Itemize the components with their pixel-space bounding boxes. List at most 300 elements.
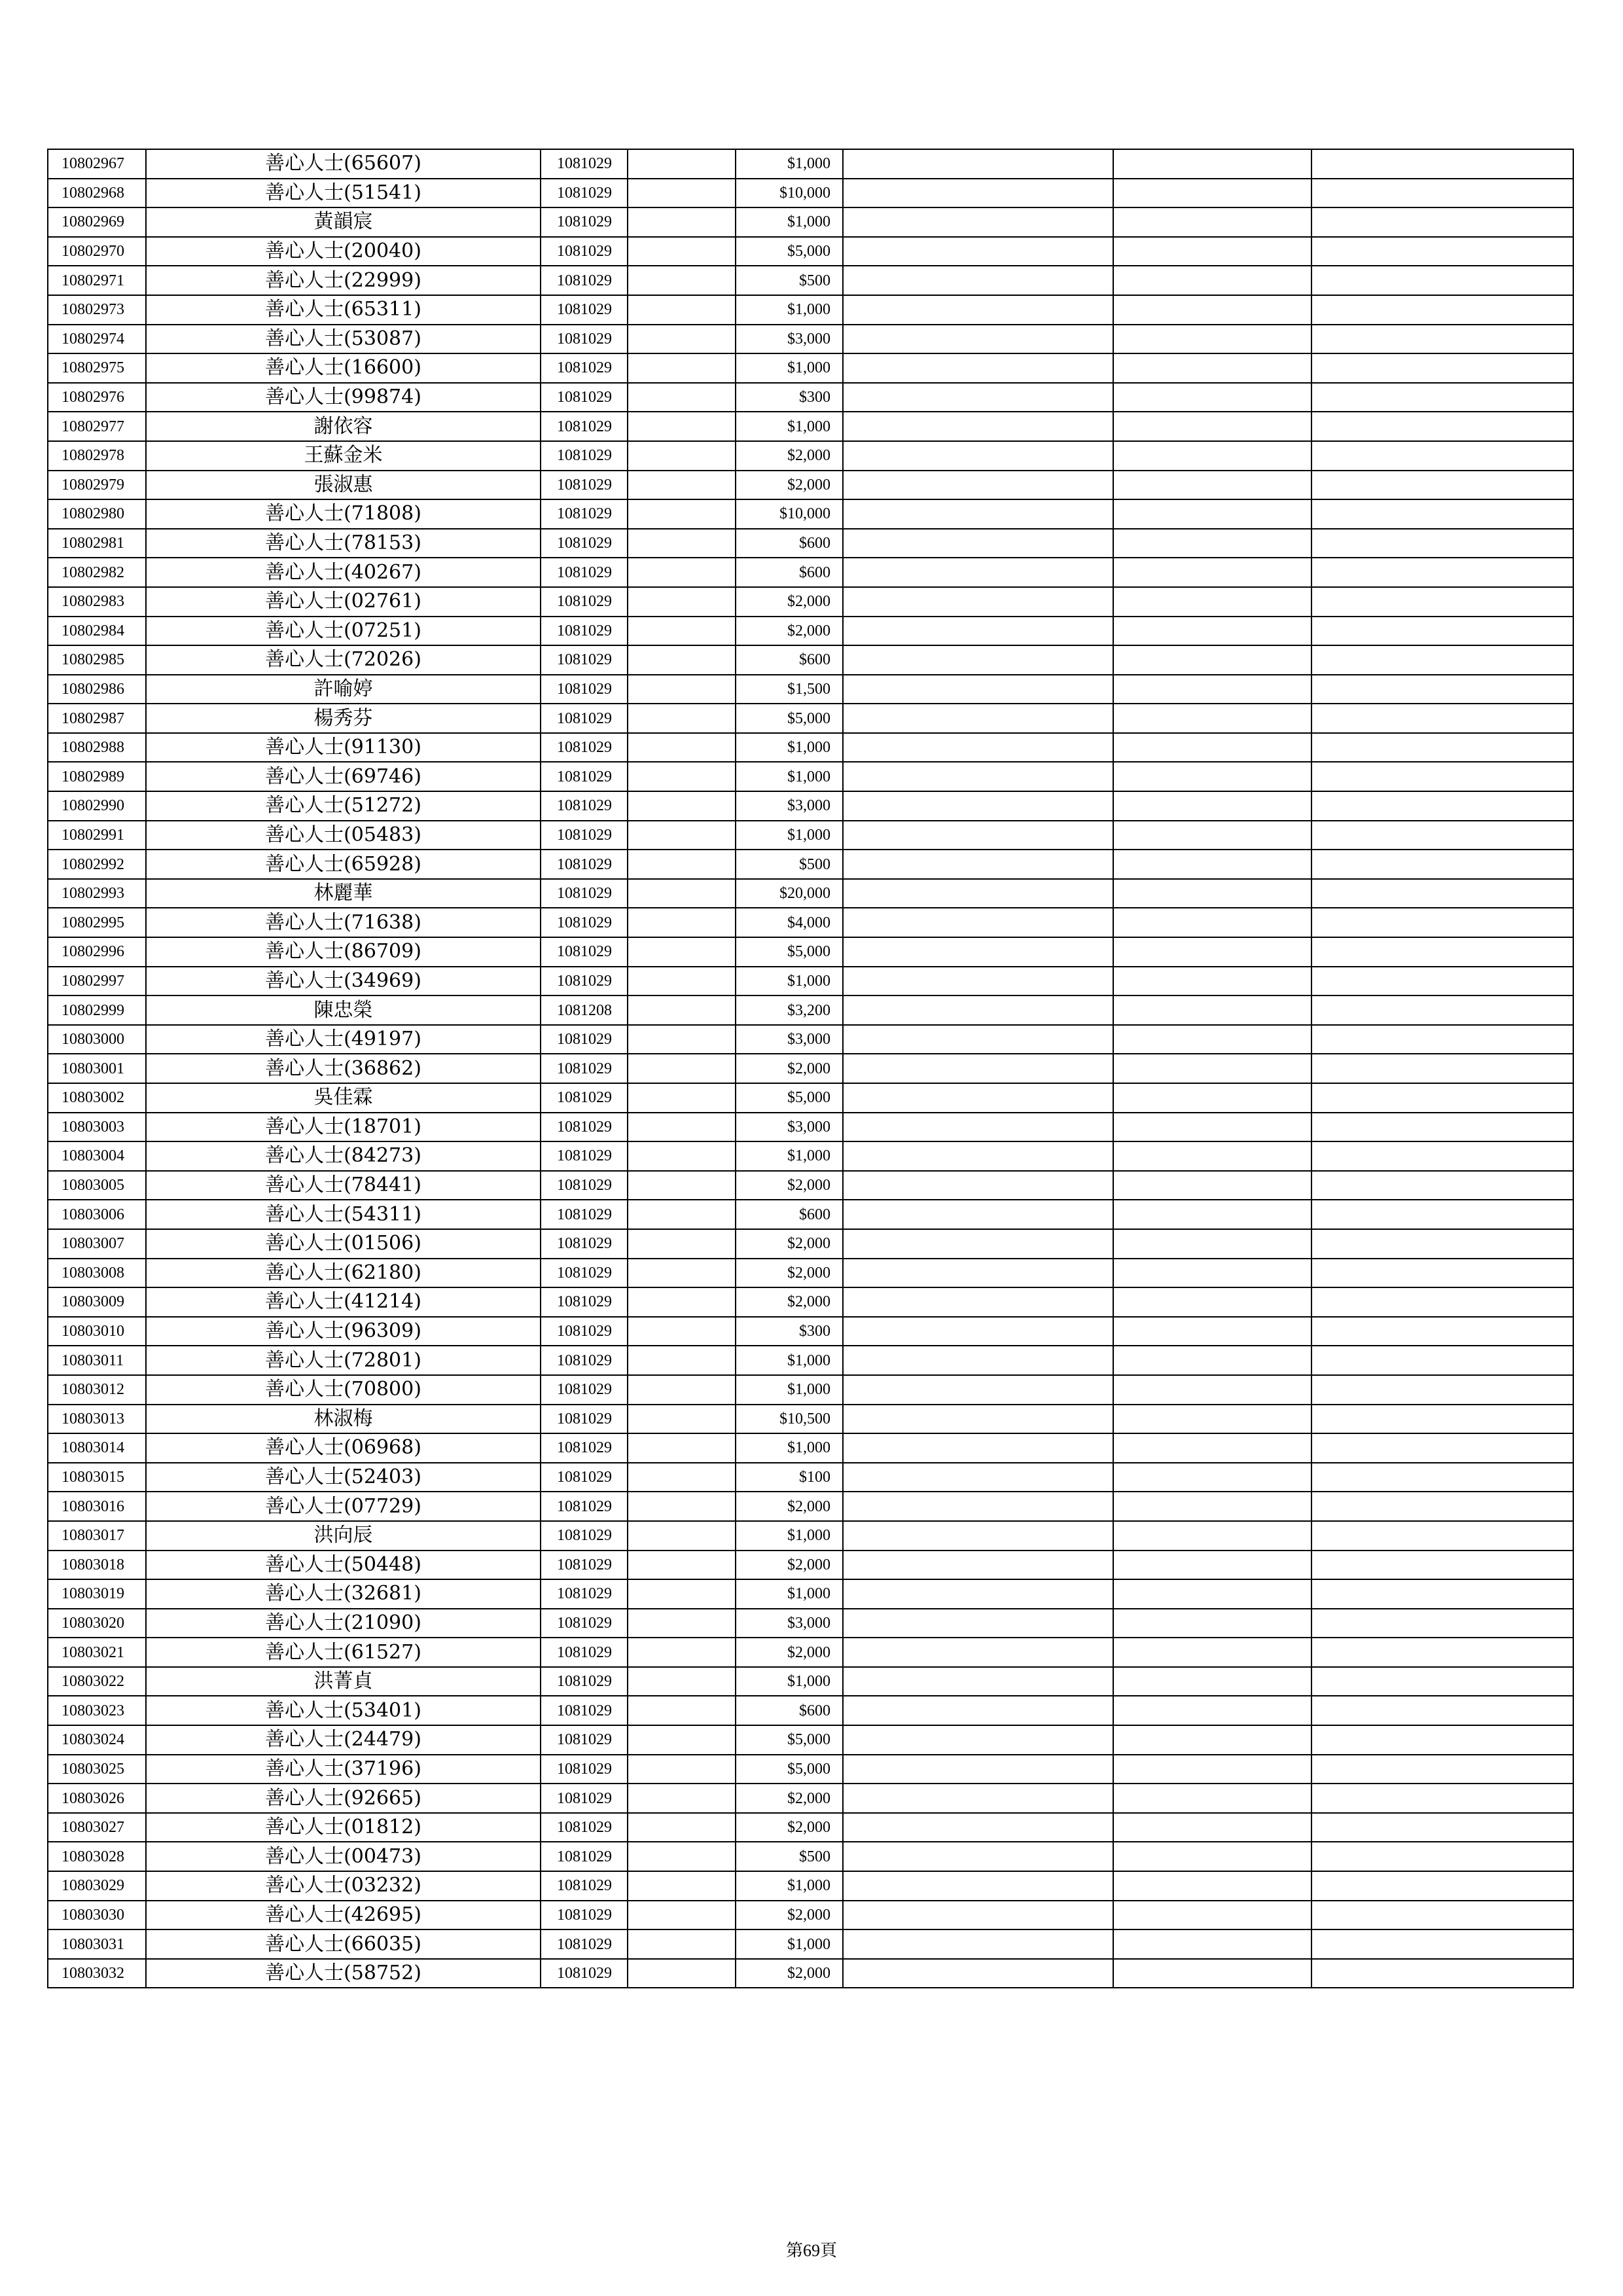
- amount-cell: $1,000: [736, 353, 843, 383]
- empty-cell: [1113, 1813, 1311, 1842]
- receipt-number-cell: 10803030: [48, 1901, 146, 1930]
- amount-cell: $2,000: [736, 1054, 843, 1083]
- donor-name-cell: 善心人士(22999): [146, 266, 541, 295]
- empty-cell: [1311, 237, 1573, 266]
- amount-cell: $1,000: [736, 1929, 843, 1959]
- donor-name-cell: 善心人士(58752): [146, 1959, 541, 1988]
- donor-name-cell: 善心人士(07729): [146, 1492, 541, 1521]
- empty-cell: [1311, 1317, 1573, 1346]
- empty-cell: [843, 675, 1113, 704]
- empty-cell: [628, 733, 736, 762]
- date-cell: 1081029: [541, 1375, 628, 1405]
- receipt-number-cell: 10803032: [48, 1959, 146, 1988]
- amount-cell: $10,000: [736, 499, 843, 529]
- receipt-number-cell: 10802979: [48, 471, 146, 500]
- empty-cell: [843, 645, 1113, 675]
- donor-name-cell: 謝依容: [146, 412, 541, 441]
- empty-cell: [1113, 499, 1311, 529]
- empty-cell: [843, 1317, 1113, 1346]
- empty-cell: [628, 412, 736, 441]
- receipt-number-cell: 10803012: [48, 1375, 146, 1405]
- empty-cell: [628, 1842, 736, 1871]
- empty-cell: [843, 1405, 1113, 1434]
- empty-cell: [1113, 645, 1311, 675]
- donor-name-cell: 善心人士(84273): [146, 1141, 541, 1171]
- empty-cell: [628, 1959, 736, 1988]
- amount-cell: $1,000: [736, 1579, 843, 1609]
- table-row: [48, 1317, 1573, 1346]
- empty-cell: [628, 908, 736, 937]
- ledger-body: [48, 149, 1573, 1988]
- empty-cell: [628, 1433, 736, 1463]
- empty-cell: [1113, 1200, 1311, 1229]
- date-cell: 1081029: [541, 179, 628, 208]
- empty-cell: [1113, 1171, 1311, 1200]
- receipt-number-cell: 10803029: [48, 1871, 146, 1901]
- amount-cell: $2,000: [736, 1171, 843, 1200]
- empty-cell: [628, 558, 736, 587]
- date-cell: 1081029: [541, 1405, 628, 1434]
- date-cell: 1081029: [541, 1579, 628, 1609]
- amount-cell: $1,000: [736, 821, 843, 850]
- receipt-number-cell: 10803006: [48, 1200, 146, 1229]
- empty-cell: [1113, 149, 1311, 179]
- amount-cell: $1,000: [736, 1521, 843, 1551]
- donor-name-cell: 善心人士(71638): [146, 908, 541, 937]
- empty-cell: [1311, 850, 1573, 879]
- amount-cell: $1,000: [736, 207, 843, 237]
- date-cell: 1081029: [541, 1609, 628, 1638]
- donor-name-cell: 善心人士(86709): [146, 937, 541, 967]
- empty-cell: [1113, 879, 1311, 908]
- empty-cell: [1311, 1871, 1573, 1901]
- empty-cell: [628, 149, 736, 179]
- empty-cell: [843, 1171, 1113, 1200]
- donor-name-cell: 許喻婷: [146, 675, 541, 704]
- date-cell: 1081029: [541, 1259, 628, 1288]
- donor-name-cell: 善心人士(37196): [146, 1755, 541, 1784]
- empty-cell: [1113, 1638, 1311, 1667]
- empty-cell: [843, 850, 1113, 879]
- empty-cell: [1113, 1463, 1311, 1492]
- donor-name-cell: 林淑梅: [146, 1405, 541, 1434]
- receipt-number-cell: 10803028: [48, 1842, 146, 1871]
- donor-name-cell: 善心人士(01812): [146, 1813, 541, 1842]
- receipt-number-cell: 10802991: [48, 821, 146, 850]
- empty-cell: [628, 325, 736, 354]
- empty-cell: [1113, 1551, 1311, 1580]
- amount-cell: $5,000: [736, 937, 843, 967]
- donor-name-cell: 善心人士(53087): [146, 325, 541, 354]
- table-row: [48, 471, 1573, 500]
- table-row: [48, 1696, 1573, 1725]
- empty-cell: [843, 266, 1113, 295]
- empty-cell: [843, 1200, 1113, 1229]
- empty-cell: [1311, 1492, 1573, 1521]
- receipt-number-cell: 10803004: [48, 1141, 146, 1171]
- empty-cell: [1311, 295, 1573, 325]
- date-cell: 1081029: [541, 1871, 628, 1901]
- empty-cell: [843, 1287, 1113, 1317]
- donor-name-cell: 善心人士(42695): [146, 1901, 541, 1930]
- amount-cell: $600: [736, 558, 843, 587]
- table-row: [48, 1171, 1573, 1200]
- empty-cell: [1113, 733, 1311, 762]
- donor-name-cell: 善心人士(65311): [146, 295, 541, 325]
- empty-cell: [628, 529, 736, 558]
- empty-cell: [628, 1901, 736, 1930]
- date-cell: 1081029: [541, 237, 628, 266]
- empty-cell: [843, 791, 1113, 821]
- donor-name-cell: 善心人士(62180): [146, 1259, 541, 1288]
- donor-name-cell: 善心人士(66035): [146, 1929, 541, 1959]
- receipt-number-cell: 10802992: [48, 850, 146, 879]
- empty-cell: [1311, 1813, 1573, 1842]
- table-row: [48, 353, 1573, 383]
- table-row: [48, 266, 1573, 295]
- empty-cell: [843, 471, 1113, 500]
- table-row: [48, 1463, 1573, 1492]
- amount-cell: $1,000: [736, 762, 843, 791]
- date-cell: 1081029: [541, 266, 628, 295]
- amount-cell: $2,000: [736, 471, 843, 500]
- date-cell: 1081029: [541, 558, 628, 587]
- empty-cell: [1311, 1346, 1573, 1375]
- amount-cell: $300: [736, 383, 843, 412]
- date-cell: 1081029: [541, 1667, 628, 1696]
- table-row: [48, 617, 1573, 646]
- empty-cell: [1311, 1609, 1573, 1638]
- receipt-number-cell: 10802999: [48, 996, 146, 1025]
- empty-cell: [1113, 967, 1311, 996]
- table-row: [48, 1842, 1573, 1871]
- amount-cell: $20,000: [736, 879, 843, 908]
- empty-cell: [843, 353, 1113, 383]
- empty-cell: [1311, 1725, 1573, 1755]
- date-cell: 1081029: [541, 325, 628, 354]
- empty-cell: [628, 1025, 736, 1054]
- empty-cell: [1311, 471, 1573, 500]
- table-row: [48, 967, 1573, 996]
- empty-cell: [628, 1054, 736, 1083]
- donor-name-cell: 善心人士(07251): [146, 617, 541, 646]
- empty-cell: [628, 1317, 736, 1346]
- amount-cell: $2,000: [736, 587, 843, 617]
- amount-cell: $3,000: [736, 1025, 843, 1054]
- empty-cell: [1311, 1171, 1573, 1200]
- empty-cell: [1113, 1317, 1311, 1346]
- empty-cell: [628, 645, 736, 675]
- empty-cell: [1113, 237, 1311, 266]
- receipt-number-cell: 10803026: [48, 1784, 146, 1813]
- amount-cell: $2,000: [736, 1229, 843, 1259]
- empty-cell: [1113, 353, 1311, 383]
- receipt-number-cell: 10803021: [48, 1638, 146, 1667]
- amount-cell: $3,000: [736, 1609, 843, 1638]
- table-row: [48, 1784, 1573, 1813]
- date-cell: 1081029: [541, 471, 628, 500]
- empty-cell: [1311, 1025, 1573, 1054]
- receipt-number-cell: 10802968: [48, 179, 146, 208]
- table-row: [48, 908, 1573, 937]
- empty-cell: [1311, 587, 1573, 617]
- empty-cell: [1113, 266, 1311, 295]
- receipt-number-cell: 10803023: [48, 1696, 146, 1725]
- empty-cell: [843, 207, 1113, 237]
- date-cell: 1081029: [541, 879, 628, 908]
- donor-name-cell: 善心人士(49197): [146, 1025, 541, 1054]
- receipt-number-cell: 10802975: [48, 353, 146, 383]
- amount-cell: $2,000: [736, 1813, 843, 1842]
- table-row: [48, 791, 1573, 821]
- empty-cell: [628, 1141, 736, 1171]
- donor-name-cell: 善心人士(78441): [146, 1171, 541, 1200]
- empty-cell: [843, 1083, 1113, 1113]
- table-row: [48, 237, 1573, 266]
- empty-cell: [628, 704, 736, 733]
- empty-cell: [843, 1609, 1113, 1638]
- amount-cell: $5,000: [736, 704, 843, 733]
- amount-cell: $2,000: [736, 441, 843, 471]
- table-row: [48, 1579, 1573, 1609]
- date-cell: 1081029: [541, 1200, 628, 1229]
- date-cell: 1081029: [541, 1025, 628, 1054]
- amount-cell: $500: [736, 1842, 843, 1871]
- date-cell: 1081029: [541, 1638, 628, 1667]
- table-row: [48, 1813, 1573, 1842]
- amount-cell: $3,000: [736, 1113, 843, 1142]
- receipt-number-cell: 10802969: [48, 207, 146, 237]
- table-row: [48, 558, 1573, 587]
- empty-cell: [1113, 821, 1311, 850]
- donor-name-cell: 善心人士(72801): [146, 1346, 541, 1375]
- table-row: [48, 1405, 1573, 1434]
- empty-cell: [1113, 1259, 1311, 1288]
- empty-cell: [628, 967, 736, 996]
- table-row: [48, 1229, 1573, 1259]
- empty-cell: [628, 996, 736, 1025]
- empty-cell: [843, 237, 1113, 266]
- empty-cell: [628, 1492, 736, 1521]
- table-row: [48, 850, 1573, 879]
- donor-name-cell: 善心人士(70800): [146, 1375, 541, 1405]
- receipt-number-cell: 10803019: [48, 1579, 146, 1609]
- empty-cell: [1113, 207, 1311, 237]
- donor-name-cell: 善心人士(61527): [146, 1638, 541, 1667]
- date-cell: 1081029: [541, 1287, 628, 1317]
- table-row: [48, 1755, 1573, 1784]
- donor-name-cell: 善心人士(92665): [146, 1784, 541, 1813]
- donor-name-cell: 善心人士(78153): [146, 529, 541, 558]
- amount-cell: $2,000: [736, 1259, 843, 1288]
- empty-cell: [628, 1405, 736, 1434]
- empty-cell: [1311, 529, 1573, 558]
- amount-cell: $300: [736, 1317, 843, 1346]
- empty-cell: [628, 1784, 736, 1813]
- donor-name-cell: 善心人士(99874): [146, 383, 541, 412]
- empty-cell: [843, 617, 1113, 646]
- empty-cell: [1113, 908, 1311, 937]
- receipt-number-cell: 10803031: [48, 1929, 146, 1959]
- empty-cell: [843, 325, 1113, 354]
- empty-cell: [1113, 1871, 1311, 1901]
- donor-name-cell: 善心人士(54311): [146, 1200, 541, 1229]
- amount-cell: $10,000: [736, 179, 843, 208]
- empty-cell: [1311, 1521, 1573, 1551]
- date-cell: 1081029: [541, 1433, 628, 1463]
- empty-cell: [628, 266, 736, 295]
- empty-cell: [628, 762, 736, 791]
- table-row: [48, 675, 1573, 704]
- empty-cell: [628, 1346, 736, 1375]
- empty-cell: [843, 1842, 1113, 1871]
- date-cell: 1081029: [541, 821, 628, 850]
- empty-cell: [843, 1551, 1113, 1580]
- donor-name-cell: 善心人士(50448): [146, 1551, 541, 1580]
- empty-cell: [1113, 1433, 1311, 1463]
- date-cell: 1081029: [541, 1521, 628, 1551]
- receipt-number-cell: 10802973: [48, 295, 146, 325]
- amount-cell: $2,000: [736, 1492, 843, 1521]
- empty-cell: [1113, 558, 1311, 587]
- empty-cell: [1311, 1287, 1573, 1317]
- empty-cell: [1113, 1375, 1311, 1405]
- empty-cell: [1311, 1200, 1573, 1229]
- empty-cell: [843, 1054, 1113, 1083]
- date-cell: 1081029: [541, 937, 628, 967]
- empty-cell: [1311, 383, 1573, 412]
- empty-cell: [1311, 1784, 1573, 1813]
- empty-cell: [843, 1901, 1113, 1930]
- empty-cell: [1113, 1842, 1311, 1871]
- table-row: [48, 1141, 1573, 1171]
- amount-cell: $2,000: [736, 1901, 843, 1930]
- table-row: [48, 937, 1573, 967]
- empty-cell: [628, 1551, 736, 1580]
- donor-name-cell: 吳佳霖: [146, 1083, 541, 1113]
- donor-name-cell: 善心人士(18701): [146, 1113, 541, 1142]
- empty-cell: [1113, 295, 1311, 325]
- empty-cell: [1311, 967, 1573, 996]
- receipt-number-cell: 10803027: [48, 1813, 146, 1842]
- receipt-number-cell: 10802976: [48, 383, 146, 412]
- empty-cell: [843, 1433, 1113, 1463]
- table-row: [48, 383, 1573, 412]
- empty-cell: [843, 1959, 1113, 1988]
- empty-cell: [628, 1171, 736, 1200]
- amount-cell: $4,000: [736, 908, 843, 937]
- empty-cell: [843, 762, 1113, 791]
- donor-name-cell: 善心人士(03232): [146, 1871, 541, 1901]
- date-cell: 1081029: [541, 412, 628, 441]
- empty-cell: [1113, 1521, 1311, 1551]
- empty-cell: [1113, 1755, 1311, 1784]
- donor-name-cell: 黃韻宸: [146, 207, 541, 237]
- empty-cell: [1113, 996, 1311, 1025]
- empty-cell: [1113, 383, 1311, 412]
- date-cell: 1081029: [541, 1141, 628, 1171]
- donor-name-cell: 善心人士(02761): [146, 587, 541, 617]
- empty-cell: [1113, 704, 1311, 733]
- empty-cell: [1311, 645, 1573, 675]
- empty-cell: [843, 499, 1113, 529]
- table-row: [48, 1929, 1573, 1959]
- date-cell: 1081029: [541, 1229, 628, 1259]
- empty-cell: [1311, 1375, 1573, 1405]
- table-row: [48, 1521, 1573, 1551]
- receipt-number-cell: 10803022: [48, 1667, 146, 1696]
- empty-cell: [628, 1113, 736, 1142]
- table-row: [48, 1959, 1573, 1988]
- empty-cell: [1113, 617, 1311, 646]
- amount-cell: $100: [736, 1463, 843, 1492]
- date-cell: 1081029: [541, 1842, 628, 1871]
- empty-cell: [628, 1725, 736, 1755]
- donor-name-cell: 善心人士(36862): [146, 1054, 541, 1083]
- empty-cell: [1311, 1405, 1573, 1434]
- table-row: [48, 412, 1573, 441]
- receipt-number-cell: 10803015: [48, 1463, 146, 1492]
- amount-cell: $10,500: [736, 1405, 843, 1434]
- empty-cell: [628, 1696, 736, 1725]
- empty-cell: [1311, 762, 1573, 791]
- empty-cell: [1113, 1667, 1311, 1696]
- empty-cell: [1311, 879, 1573, 908]
- date-cell: 1081208: [541, 996, 628, 1025]
- table-row: [48, 1375, 1573, 1405]
- empty-cell: [1113, 1959, 1311, 1988]
- receipt-number-cell: 10802986: [48, 675, 146, 704]
- empty-cell: [1113, 1696, 1311, 1725]
- empty-cell: [1113, 1141, 1311, 1171]
- receipt-number-cell: 10802990: [48, 791, 146, 821]
- empty-cell: [628, 295, 736, 325]
- table-row: [48, 587, 1573, 617]
- receipt-number-cell: 10802971: [48, 266, 146, 295]
- donor-name-cell: 洪向辰: [146, 1521, 541, 1551]
- empty-cell: [1113, 529, 1311, 558]
- empty-cell: [843, 937, 1113, 967]
- empty-cell: [1311, 558, 1573, 587]
- date-cell: 1081029: [541, 441, 628, 471]
- receipt-number-cell: 10802993: [48, 879, 146, 908]
- donor-name-cell: 善心人士(53401): [146, 1696, 541, 1725]
- date-cell: 1081029: [541, 1929, 628, 1959]
- empty-cell: [843, 1346, 1113, 1375]
- receipt-number-cell: 10803020: [48, 1609, 146, 1638]
- empty-cell: [1311, 1696, 1573, 1725]
- empty-cell: [628, 471, 736, 500]
- date-cell: 1081029: [541, 1959, 628, 1988]
- amount-cell: $1,000: [736, 1433, 843, 1463]
- amount-cell: $3,200: [736, 996, 843, 1025]
- empty-cell: [628, 1609, 736, 1638]
- date-cell: 1081029: [541, 353, 628, 383]
- amount-cell: $2,000: [736, 1551, 843, 1580]
- amount-cell: $2,000: [736, 1959, 843, 1988]
- empty-cell: [843, 1259, 1113, 1288]
- amount-cell: $1,000: [736, 295, 843, 325]
- date-cell: 1081029: [541, 149, 628, 179]
- table-row: [48, 1667, 1573, 1696]
- empty-cell: [843, 1463, 1113, 1492]
- donor-name-cell: 善心人士(65928): [146, 850, 541, 879]
- amount-cell: $1,000: [736, 1667, 843, 1696]
- table-row: [48, 179, 1573, 208]
- receipt-number-cell: 10803000: [48, 1025, 146, 1054]
- table-row: [48, 1871, 1573, 1901]
- table-row: [48, 762, 1573, 791]
